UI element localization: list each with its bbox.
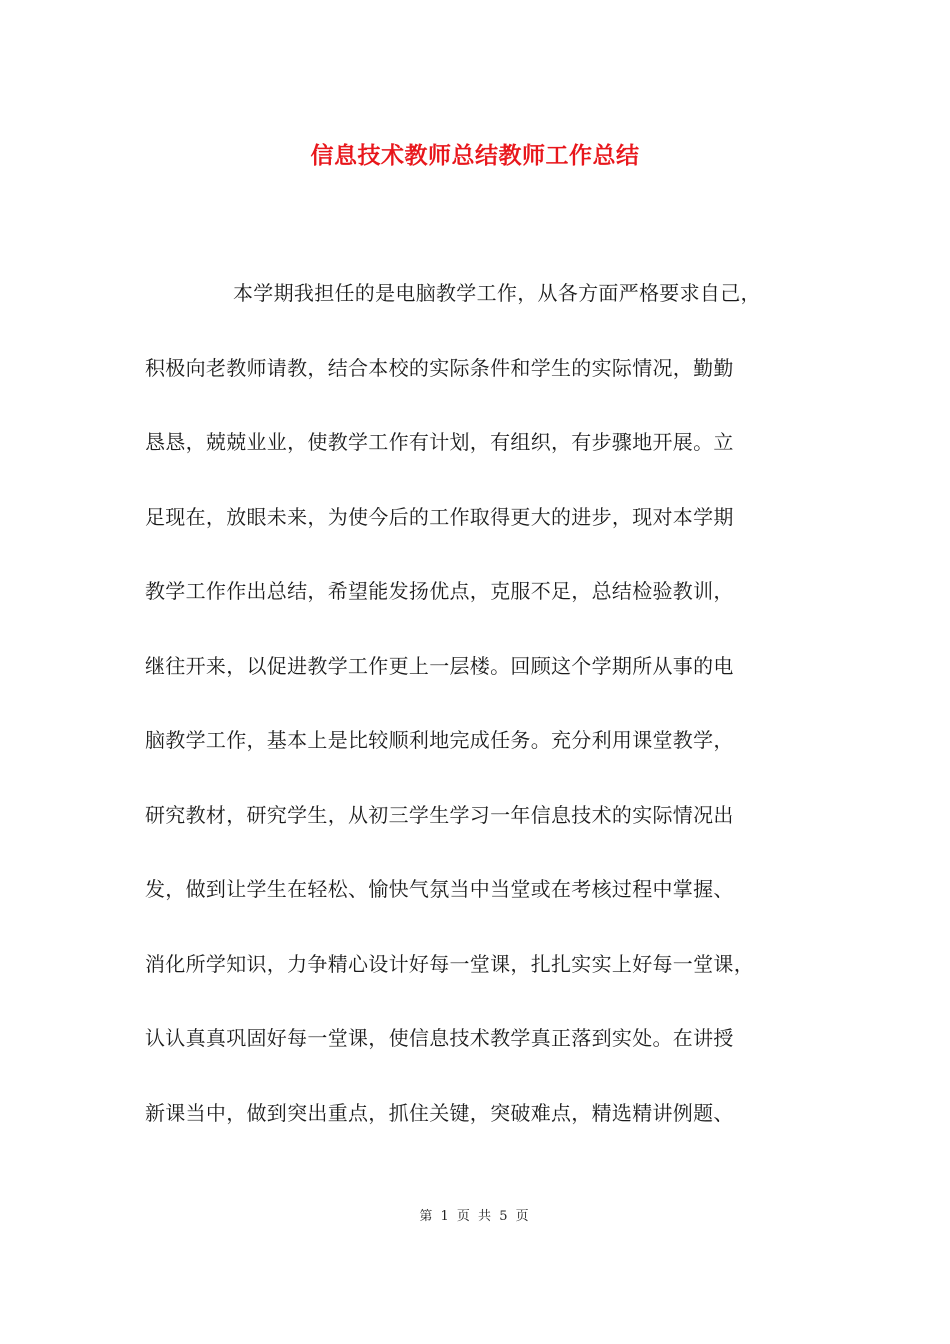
body-line: 继往开来，以促进教学工作更上一层楼。回顾这个学期所从事的电 — [145, 653, 734, 678]
body-line: 消化所学知识，力争精心设计好每一堂课，扎扎实实上好每一堂课， — [145, 951, 754, 976]
page-number-footer: 第 1 页 共 5 页 — [419, 1209, 531, 1224]
document-body — [145, 272, 835, 1166]
body-line: 恳恳，兢兢业业，使教学工作有计划，有组织，有步骤地开展。立 — [145, 430, 734, 454]
body-line: 发，做到让学生在轻松、愉快气氛当中当堂或在考核过程中掌握、 — [145, 877, 734, 901]
document-title: 信息技术教师总结教师工作总结 — [310, 142, 640, 169]
body-line: 足现在，放眼未来，为使今后的工作取得更大的进步，现对本学期 — [145, 504, 734, 529]
body-line: 本学期我担任的是电脑教学工作，从各方面严格要求自己， — [233, 281, 761, 305]
body-line: 脑教学工作，基本上是比较顺利地完成任务。充分利用课堂教学， — [145, 728, 734, 752]
body-line: 教学工作作出总结，希望能发扬优点，克服不足，总结检验教训， — [145, 579, 734, 603]
body-line: 认认真真巩固好每一堂课，使信息技术教学真正落到实处。在讲授 — [145, 1026, 734, 1050]
body-line: 研究教材，研究学生，从初三学生学习一年信息技术的实际情况出 — [145, 802, 734, 827]
body-line: 新课当中，做到突出重点，抓住关键，突破难点，精选精讲例题、 — [145, 1100, 734, 1125]
body-line: 积极向老教师请教，结合本校的实际条件和学生的实际情况，勤勤 — [145, 355, 734, 380]
